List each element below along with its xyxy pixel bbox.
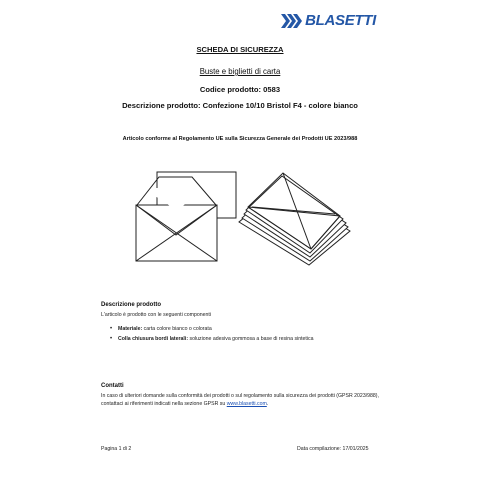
- document-title: SCHEDA DI SICUREZZA: [196, 45, 284, 54]
- contacts-body: In caso di ulteriori domande sulla conformità dei prodotti o sul regolamento sulla sicurezza dei prodotti (GPSR 2023/988), contattaci ai riferimenti indicati nella sezione GPSR su: [101, 393, 379, 407]
- list-item: [110, 325, 313, 335]
- list-item-text: carta colore bianco o colorata: [142, 326, 212, 332]
- website-link[interactable]: www.blasetti.com: [226, 401, 267, 407]
- list-item: [110, 335, 313, 345]
- contacts-end: .: [266, 401, 269, 407]
- page-number: Pagina 1 di 2: [101, 446, 132, 452]
- list-item-label: Materiale:: [118, 326, 143, 332]
- document-subtitle: Buste e biglietti di carta: [199, 67, 281, 76]
- product-description: Descrizione prodotto: Confezione 10/10 Bristol F4 - colore bianco: [122, 101, 358, 110]
- contacts-text: [101, 392, 401, 408]
- components-list: [110, 325, 313, 344]
- list-item-label: Colla chiusura bordi laterali:: [118, 335, 189, 342]
- compliance-note: Articolo conforme al Regolamento UE sulla Sicurezza Generale dei Prodotti UE 2023/988: [122, 136, 358, 142]
- description-section-title: Descrizione prodotto: [101, 302, 162, 308]
- description-intro: L'articolo è prodotto con le seguenti componenti: [101, 312, 211, 318]
- envelope-illustration: [132, 167, 354, 269]
- product-code: Codice prodotto: 0583: [199, 85, 281, 94]
- brand-logo: [281, 14, 376, 28]
- contacts-section-title: Contatti: [101, 383, 124, 389]
- brand-chevrons-icon: [281, 14, 303, 28]
- compilation-date: Data compilazione: 17/01/2025: [297, 446, 369, 452]
- brand-name: BLASETTI: [305, 12, 376, 29]
- list-item-text: soluzione adesiva gommosa a base di resina sintetica: [188, 335, 314, 342]
